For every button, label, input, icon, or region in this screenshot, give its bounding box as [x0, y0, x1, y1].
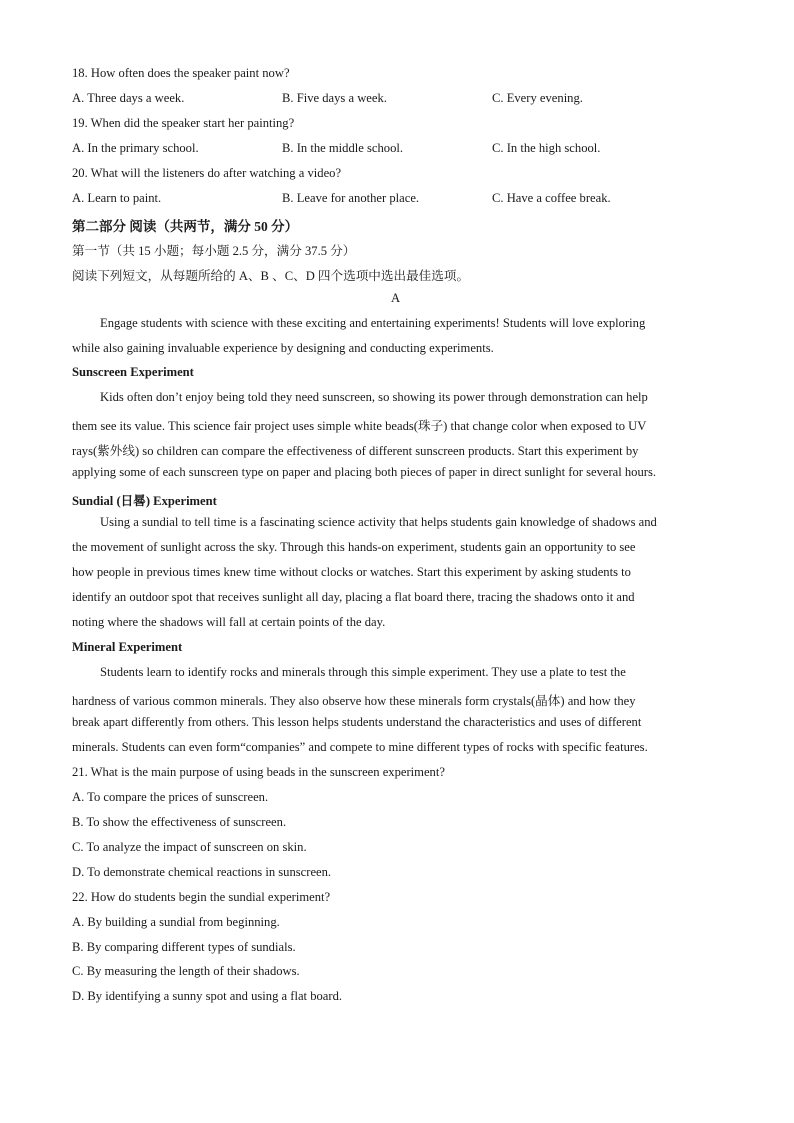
q21-option: A. To compare the prices of sunscreen. — [72, 790, 269, 804]
section-title: 第一节（共 15 小题；每小题 2.5 分，满分 37.5 分） — [72, 244, 356, 258]
passage-letter: A — [391, 291, 401, 305]
paragraph-line: identify an outdoor spot that receives sunlight all day, placing a flat board there, tracing the shadows onto it and — [72, 590, 635, 604]
intro-line: Engage students with science with these exciting and entertaining experiments! Students will love exploring — [100, 316, 646, 330]
question-21: 21. What is the main purpose of using beads in the sunscreen experiment? — [72, 765, 445, 779]
paragraph-line: Students learn to identify rocks and minerals through this simple experiment. They use a plate to test the — [100, 665, 626, 679]
q18-option-a: A. Three days a week. — [72, 91, 185, 105]
paragraph-line: Using a sundial to tell time is a fascinating science activity that helps students gain knowledge of shadows and — [100, 515, 657, 529]
section-heading-sunscreen: Sunscreen Experiment — [72, 365, 194, 379]
section-heading-mineral: Mineral Experiment — [72, 640, 183, 654]
q22-option: D. By identifying a sunny spot and using a flat board. — [72, 989, 343, 1003]
section-heading-sundial: Sundial (日晷) Experiment — [72, 494, 217, 508]
paragraph-line: applying some of each sunscreen type on paper and placing both pieces of paper in direct sunlight for several hours. — [72, 465, 657, 479]
part-title: 第二部分 阅读（共两节，满分 50 分） — [72, 219, 299, 234]
q19-option-c: C. In the high school. — [492, 141, 601, 155]
q18-option-b: B. Five days a week. — [282, 91, 387, 105]
q22-option: C. By measuring the length of their shadows. — [72, 964, 300, 978]
paragraph-line: break apart differently from others. This lesson helps students understand the characteristics and uses of different — [72, 715, 642, 729]
paragraph-line: them see its value. This science fair project uses simple white beads(珠子) that change color when exposed to UV — [72, 419, 647, 433]
q20-option-b: B. Leave for another place. — [282, 191, 420, 205]
question-22: 22. How do students begin the sundial experiment? — [72, 890, 331, 904]
paragraph-line: hardness of various common minerals. They also observe how these minerals form crystals(晶体) and how they — [72, 694, 636, 708]
paragraph-line: noting where the shadows will fall at certain points of the day. — [72, 615, 386, 629]
paragraph-line: minerals. Students can even form“companies” and compete to mine different types of rocks with specific features. — [72, 740, 648, 754]
intro-line: while also gaining invaluable experience by designing and conducting experiments. — [72, 341, 494, 355]
q19-option-b: B. In the middle school. — [282, 141, 404, 155]
paragraph-line: the movement of sunlight across the sky. Through this hands-on experiment, students gain an opportunity to see — [72, 540, 636, 554]
q19-option-a: A. In the primary school. — [72, 141, 199, 155]
paragraph-line: how people in previous times knew time without clocks or watches. Start this experiment by asking students to — [72, 565, 631, 579]
question-20: 20. What will the listeners do after watching a video? — [72, 166, 342, 180]
q20-option-a: A. Learn to paint. — [72, 191, 162, 205]
q20-option-c: C. Have a coffee break. — [492, 191, 611, 205]
q21-option: D. To demonstrate chemical reactions in sunscreen. — [72, 865, 332, 879]
q21-option: C. To analyze the impact of sunscreen on skin. — [72, 840, 307, 854]
q22-option: A. By building a sundial from beginning. — [72, 915, 280, 929]
instruction: 阅读下列短文，从每题所给的 A、B 、C、D 四个选项中选出最佳选项。 — [72, 269, 470, 283]
paragraph-line: Kids often don’t enjoy being told they need sunscreen, so showing its power through demonstration can help — [100, 390, 648, 404]
q21-option: B. To show the effectiveness of sunscreen. — [72, 815, 287, 829]
question-19: 19. When did the speaker start her painting? — [72, 116, 295, 130]
q18-option-c: C. Every evening. — [492, 91, 583, 105]
paragraph-line: rays(紫外线) so children can compare the effectiveness of different sunscreen products. Start this experiment by — [72, 444, 639, 458]
q22-option: B. By comparing different types of sundials. — [72, 940, 296, 954]
question-18: 18. How often does the speaker paint now? — [72, 66, 290, 80]
